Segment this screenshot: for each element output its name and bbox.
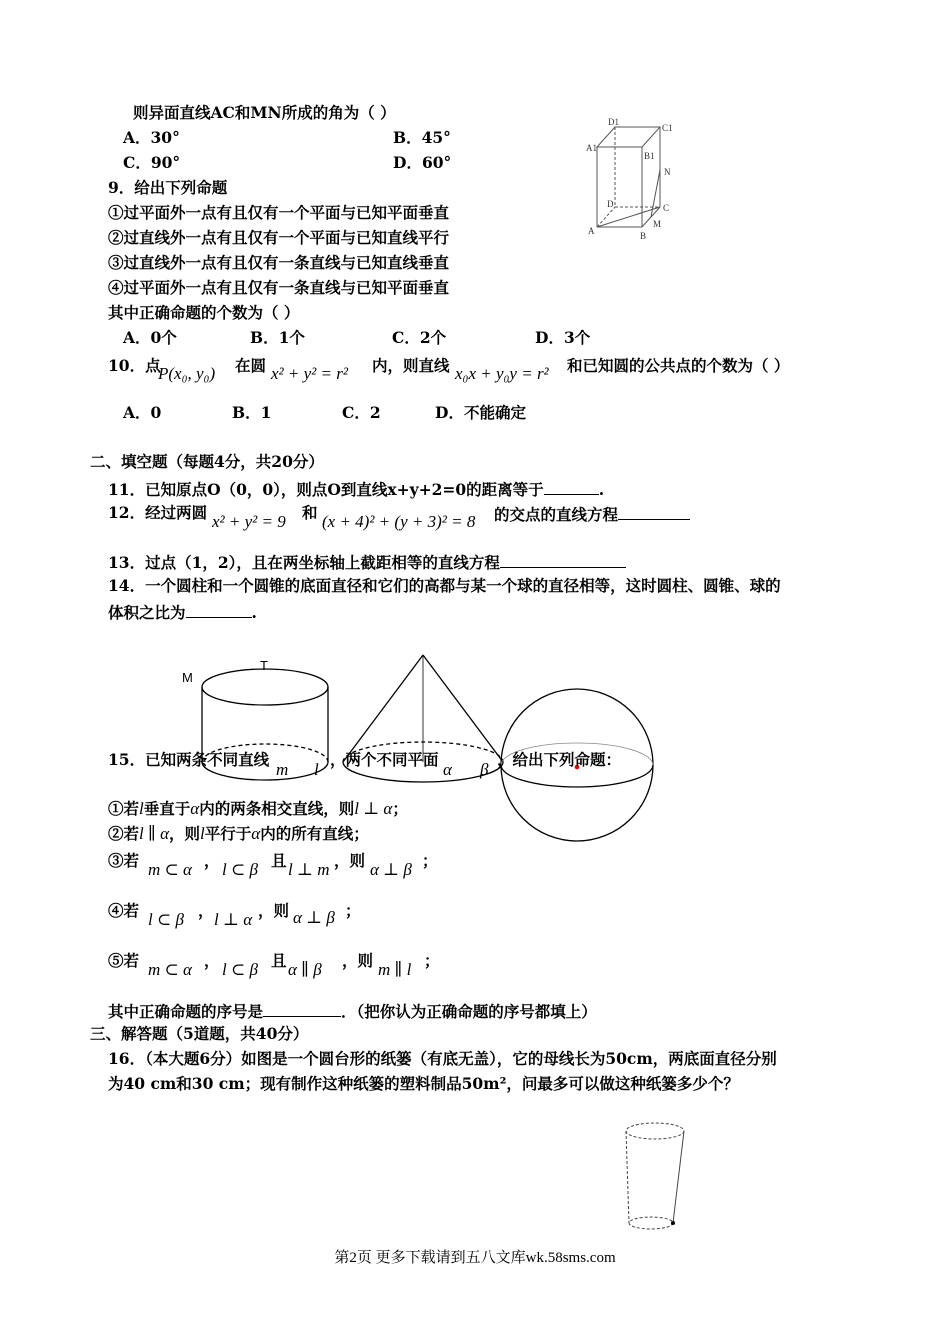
q15-i5-num: ⑤若	[108, 951, 140, 970]
q13	[108, 551, 626, 573]
q9-item-1: ①过平面外一点有且仅有一个平面与已知平面垂直	[108, 203, 450, 222]
q15-i1-d: 内的两条相交直线，则	[199, 799, 355, 818]
q8-option-c: C．90°	[123, 153, 181, 172]
q11-end: .	[598, 480, 605, 499]
q12-blank	[618, 503, 690, 520]
q9-stem: 9．给出下列命题	[108, 178, 228, 197]
q12-line	[494, 503, 690, 525]
q15-i1-c: α	[190, 799, 200, 818]
q13-text: 13．过点（1，2），且在两坐标轴上截距相等的直线方程	[108, 553, 500, 572]
cube-label-b1: B1	[644, 151, 655, 161]
q10-circle: x² + y² = r²	[271, 364, 348, 383]
q10-option-b: B．1	[232, 403, 272, 422]
q15-m: m	[276, 760, 289, 779]
q15-i5-q: 且	[271, 951, 287, 970]
q15-i5-a: m ⊂ α	[148, 960, 192, 979]
q10-mid2: 内，则直线	[372, 356, 450, 375]
q15-i2-f: 内的所有直线；	[260, 824, 369, 843]
q11-text: 11．已知原点O（0，0），则点O到直线x+y+2=0的距离等于	[108, 480, 544, 499]
q10-suffix: 和已知圆的公共点的个数为（ ）	[567, 356, 790, 375]
q9-option-a: A．0个	[123, 328, 177, 347]
q10-mid1: 在圆	[235, 356, 267, 375]
q15-blank	[263, 1000, 341, 1017]
q15-p2: ，两个不同平面	[330, 750, 439, 769]
q15-i5-end: ；	[424, 951, 440, 970]
cube-label-a1: A1	[586, 143, 597, 153]
cylinder-top-ellipse	[202, 669, 328, 705]
q15-i5-c: α ∥ β	[288, 960, 322, 979]
q9-item-3: ③过直线外一点有且仅有一条直线与已知直线垂直	[108, 253, 450, 272]
cube-label-d: D	[607, 199, 614, 209]
q9-item-2: ②过直线外一点有且仅有一个平面与已知直线平行	[108, 228, 450, 247]
q11	[108, 478, 604, 500]
q15-i1-f: ；	[392, 799, 408, 818]
q15-l: l	[314, 760, 319, 779]
cube-label-c: C	[663, 203, 670, 213]
q15-i2-d: 平行于	[204, 824, 252, 843]
q15-i4-end: ；	[345, 901, 361, 920]
cube-label-m: M	[653, 219, 662, 229]
q13-blank	[500, 551, 626, 568]
q15-i3-c: l ⊥ m	[288, 860, 330, 879]
q10-point: P(x₀, y₀)	[158, 364, 216, 383]
cube-figure	[580, 115, 690, 240]
cylinder-label-t: T	[260, 658, 268, 673]
q15-i5-b: l ⊂ β	[222, 960, 258, 979]
q15-i3-b: l ⊂ β	[222, 860, 258, 879]
q15-beta: β	[480, 760, 489, 779]
cylinder-label-m: M	[182, 670, 193, 685]
frustum-figure	[615, 1115, 705, 1240]
q9-ask: 其中正确命题的个数为（ ）	[108, 303, 300, 322]
q15-ask-end: ．（把你认为正确命题的序号都填上）	[341, 1002, 597, 1021]
q15-i4-d: α ⊥ β	[293, 908, 335, 927]
q15-i3-d: α ⊥ β	[370, 860, 412, 879]
cube-label-a: A	[588, 226, 595, 236]
q15-i4-b: l ⊥ α	[214, 910, 253, 929]
q12-circle1: x² + y² = 9	[212, 512, 286, 531]
q15-i1-b: 垂直于	[143, 799, 191, 818]
q15-item-1	[108, 799, 408, 819]
q15-i5-d: m ∥ l	[378, 960, 412, 979]
q10-line: x₀x + y₀y = r²	[455, 364, 549, 383]
q15-p1: 15．已知两条不同直线	[108, 750, 270, 769]
q15-i5-sep: ，	[204, 951, 220, 970]
q15-i2-num: ②若	[108, 824, 140, 843]
page-footer: 第2页 更多下载请到五八文库wk.58sms.com	[334, 1250, 616, 1266]
q15-i3-end: ；	[422, 851, 438, 870]
q12-prefix: 12．经过两圆	[108, 503, 208, 522]
cube-label-n: N	[664, 167, 671, 177]
q15-i2-e: α	[251, 824, 261, 843]
q14-blank	[186, 601, 252, 618]
cube-label-b: B	[640, 231, 647, 240]
cube-label-d1: D1	[608, 117, 619, 127]
q8-stem: 则异面直线AC和MN所成的角为（ ）	[133, 103, 396, 122]
q15-i2-c: l	[200, 824, 205, 843]
q9-item-4: ④过平面外一点有且仅有一条直线与已知平面垂直	[108, 278, 450, 297]
q15-ask-text: 其中正确命题的序号是	[108, 1002, 264, 1021]
q9-option-c: C．2个	[392, 328, 447, 347]
q10-option-c: C．2	[342, 403, 381, 422]
q15-p3: ，给出下列命题：	[497, 750, 622, 769]
q12-suffix: 的交点的直线方程	[494, 505, 619, 524]
q10-prefix: 10．点	[108, 356, 161, 375]
q10-option-d: D．不能确定	[435, 403, 526, 422]
q8-option-a: A．30°	[123, 128, 180, 147]
q16-line2: 为40 cm和30 cm；现有制作这种纸篓的塑料制品50m²，问最多可以做这种纸篓多少个？	[108, 1074, 739, 1093]
q10-option-a: A．0	[123, 403, 162, 422]
q15-i4-a: l ⊂ β	[148, 910, 184, 929]
q15-item-2	[108, 824, 369, 844]
q15-alpha: α	[443, 760, 452, 779]
q15-i3-then: ，则	[334, 851, 366, 870]
q15-i1-e: l ⊥ α	[354, 799, 393, 818]
q15-i1-a: l	[139, 799, 144, 818]
q15-i2-b: ，则	[169, 824, 201, 843]
q16-line1: 16．（本大题6分）如图是一个圆台形的纸篓（有底无盖），它的母线长为50cm，两底面直径分别	[108, 1049, 777, 1068]
q12-circle2: (x + 4)² + (y + 3)² = 8	[322, 512, 476, 531]
q12-mid: 和	[302, 503, 318, 522]
q15-i3-q: 且	[271, 851, 287, 870]
q9-option-d: D．3个	[535, 328, 591, 347]
q15-i3-num: ③若	[108, 851, 140, 870]
q14-line1: 14．一个圆柱和一个圆锥的底面直径和它们的高都与某一个球的直径相等，这时圆柱、圆锥、球的	[108, 576, 781, 595]
q15-ask	[108, 1000, 597, 1022]
cube-label-c1: C1	[662, 123, 673, 133]
q15-i2-a: l ∥ α	[139, 824, 170, 843]
q11-blank	[544, 478, 599, 495]
q15-i3-a: m ⊂ α	[148, 860, 192, 879]
q15-i3-sep: ，	[204, 851, 220, 870]
section3-heading: 三、解答题（5道题，共40分）	[90, 1024, 309, 1043]
q15-i4-then: ，则	[258, 901, 290, 920]
section2-heading: 二、填空题（每题4分，共20分）	[90, 452, 324, 471]
q14-end: .	[251, 603, 257, 622]
q15-i1-num: ①若	[108, 799, 140, 818]
q15-i4-sep: ，	[198, 901, 214, 920]
q14-text: 体积之比为	[108, 603, 186, 622]
q15-i4-num: ④若	[108, 901, 140, 920]
q9-option-b: B．1个	[250, 328, 305, 347]
q8-option-b: B．45°	[393, 128, 451, 147]
q15-i5-then: ，则	[342, 951, 374, 970]
q14-line2	[108, 601, 257, 623]
q8-option-d: D．60°	[393, 153, 452, 172]
